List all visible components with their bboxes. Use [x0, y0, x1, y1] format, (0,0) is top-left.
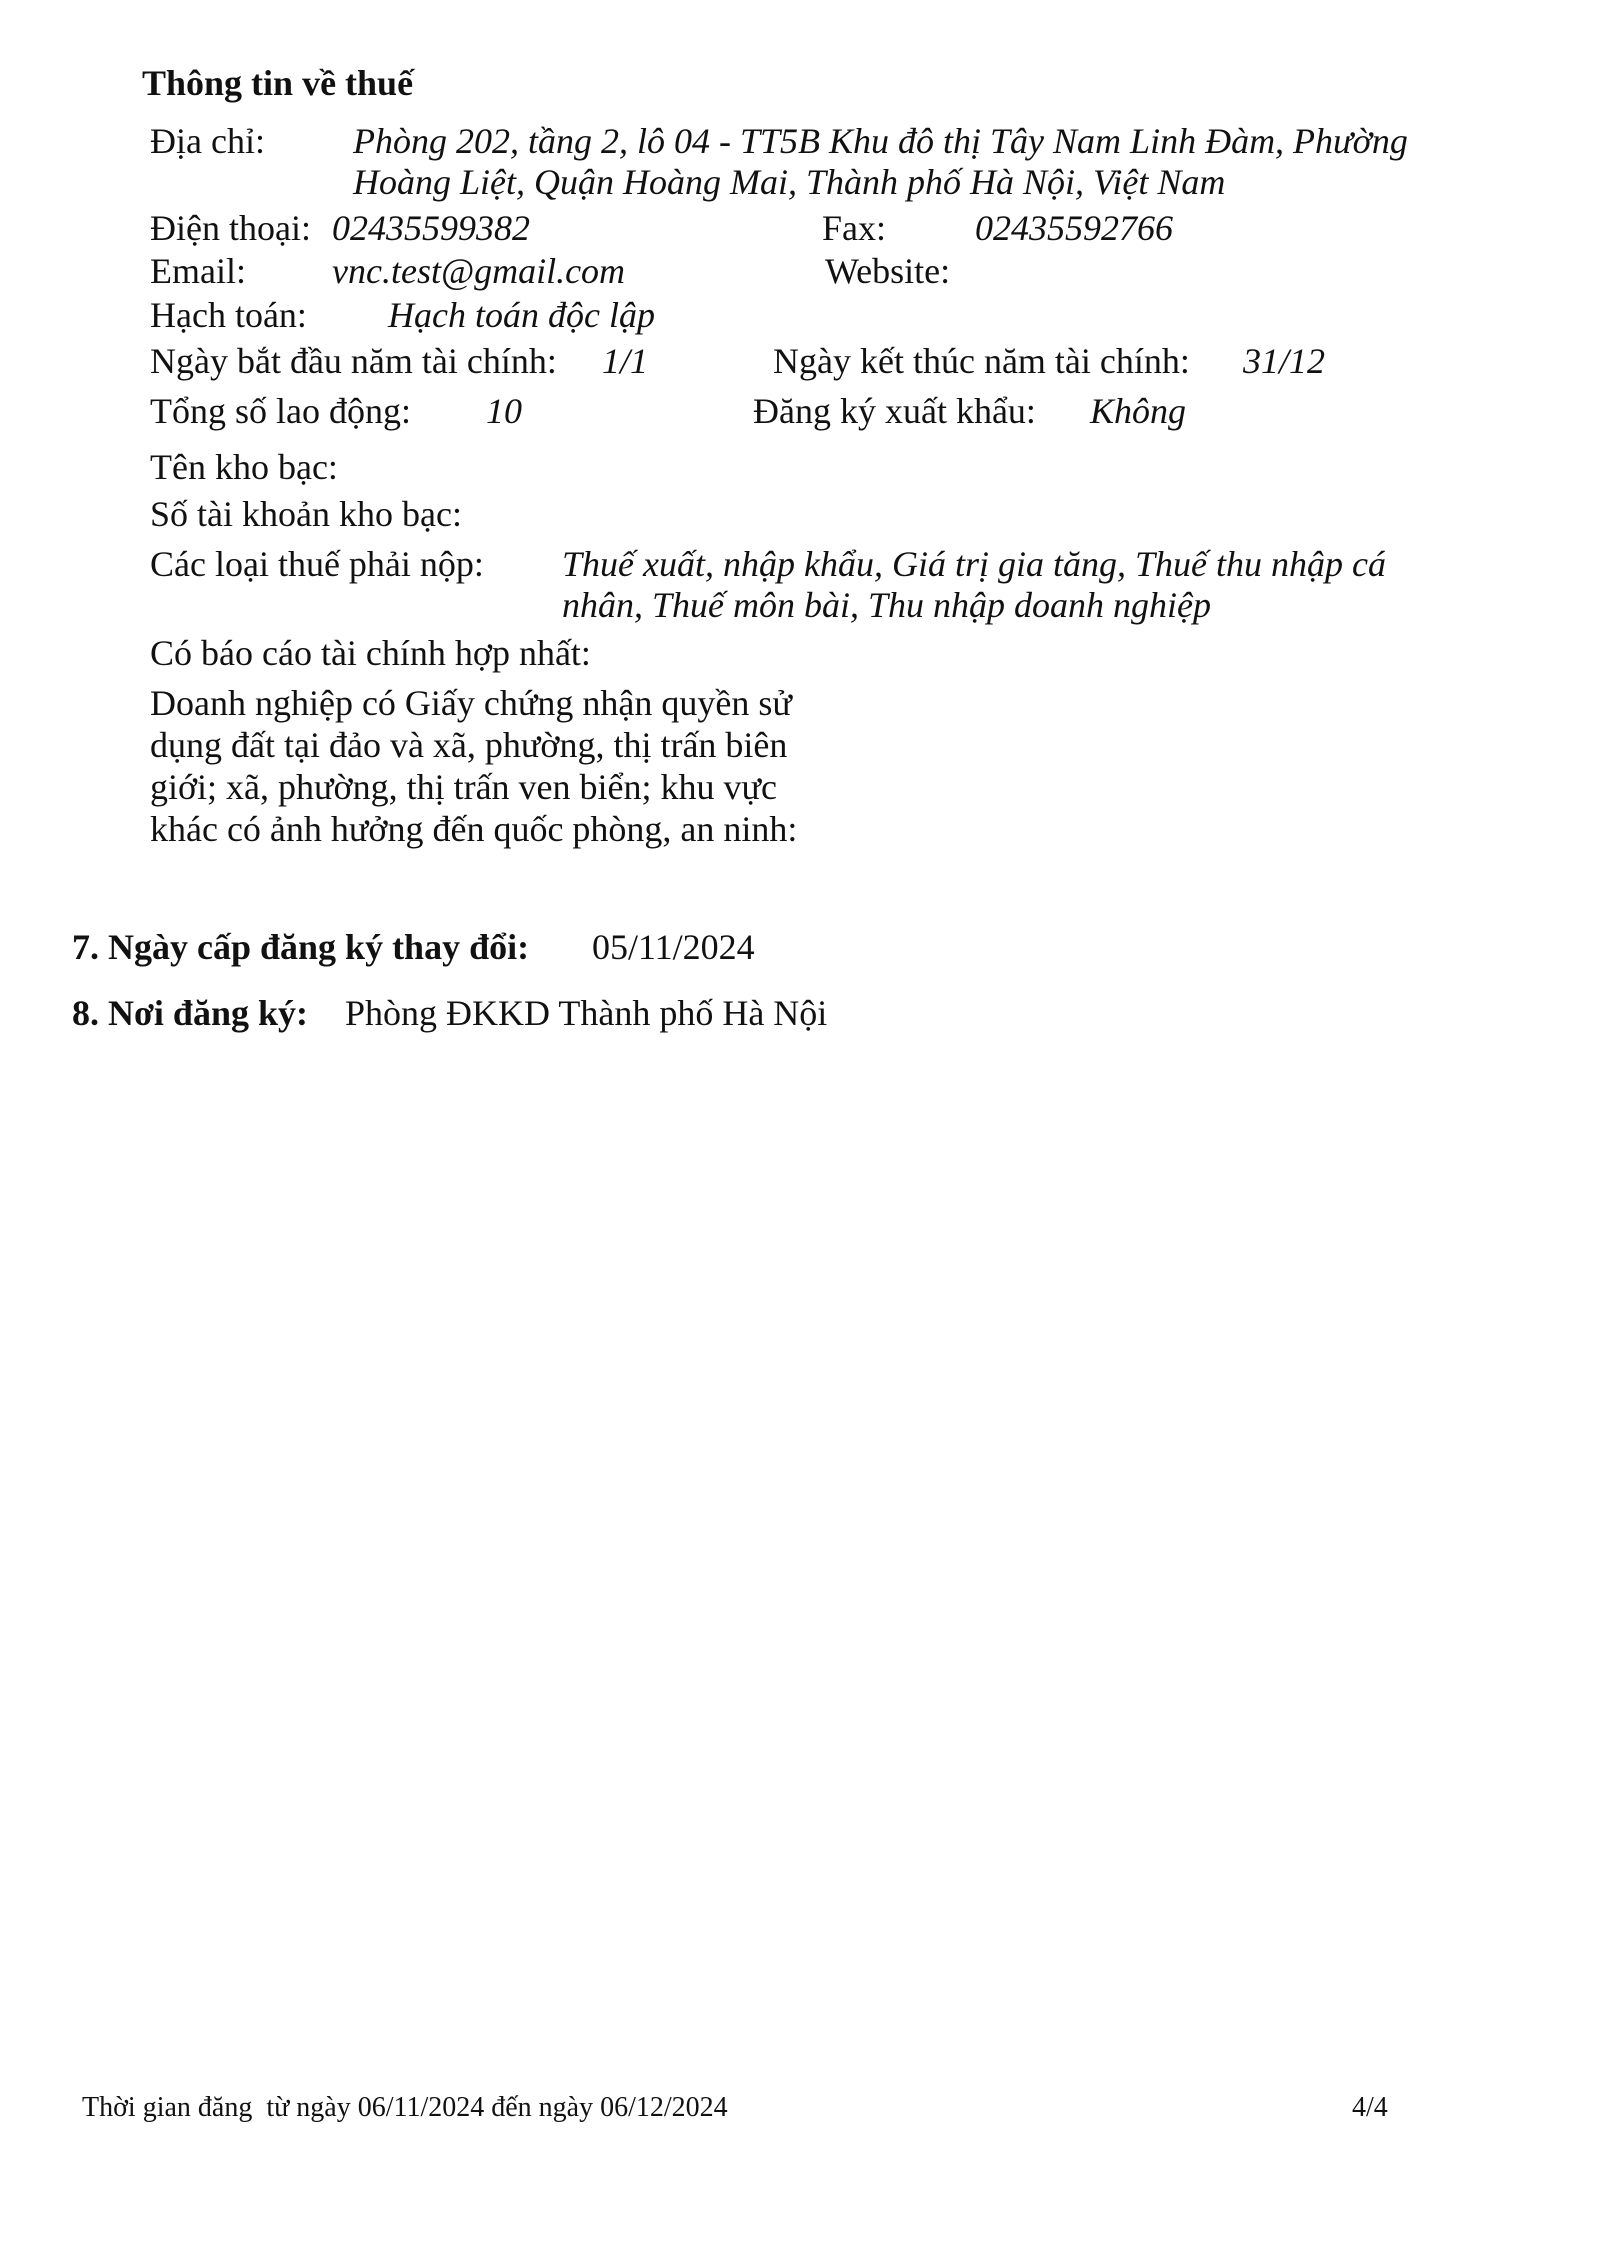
phone-value: 02435599382 — [332, 208, 530, 248]
tax-info-heading: Thông tin về thuế — [142, 63, 414, 103]
tax-types-line-2: nhân, Thuế môn bài, Thu nhập doanh nghiệp — [562, 585, 1212, 625]
land-certificate-line-1: Doanh nghiệp có Giấy chứng nhận quyền sử — [150, 683, 792, 723]
section-7-value: 05/11/2024 — [592, 927, 755, 967]
footer-page-number: 4/4 — [1352, 2092, 1388, 2123]
email-label: Email: — [150, 251, 246, 291]
fax-label: Fax: — [822, 208, 887, 248]
email-value: vnc.test@gmail.com — [332, 251, 626, 291]
consolidated-report-label: Có báo cáo tài chính hợp nhất: — [150, 633, 591, 673]
address-line-1: Phòng 202, tầng 2, lô 04 - TT5B Khu đô thị Tây Nam Linh Đàm, Phường — [353, 121, 1408, 161]
accounting-label: Hạch toán: — [150, 295, 307, 335]
employees-label: Tổng số lao động: — [150, 391, 411, 431]
fiscal-year-start-value: 1/1 — [602, 341, 649, 381]
treasury-label: Tên kho bạc: — [150, 447, 338, 487]
section-8-value: Phòng ĐKKD Thành phố Hà Nội — [345, 993, 828, 1033]
fiscal-year-start-label: Ngày bắt đầu năm tài chính: — [150, 341, 557, 381]
accounting-value: Hạch toán độc lập — [388, 295, 655, 335]
export-label: Đăng ký xuất khẩu: — [753, 391, 1036, 431]
tax-types-label: Các loại thuế phải nộp: — [150, 544, 484, 584]
phone-label: Điện thoại: — [150, 208, 311, 248]
employees-value: 10 — [486, 391, 522, 431]
footer-posting-period: Thời gian đăng từ ngày 06/11/2024 đến ngày 06/12/2024 — [82, 2092, 728, 2123]
section-7-label: 7. Ngày cấp đăng ký thay đổi: — [72, 927, 530, 967]
fiscal-year-end-label: Ngày kết thúc năm tài chính: — [773, 341, 1190, 381]
treasury-account-label: Số tài khoản kho bạc: — [150, 494, 462, 534]
tax-types-line-1: Thuế xuất, nhập khẩu, Giá trị gia tăng, Thuế thu nhập cá — [562, 544, 1386, 584]
land-certificate-line-3: giới; xã, phường, thị trấn ven biển; khu vực — [150, 767, 777, 807]
address-line-2: Hoàng Liệt, Quận Hoàng Mai, Thành phố Hà Nội, Việt Nam — [353, 162, 1226, 202]
export-value: Không — [1090, 391, 1187, 431]
land-certificate-line-4: khác có ảnh hưởng đến quốc phòng, an ninh: — [150, 809, 798, 849]
land-certificate-line-2: dụng đất tại đảo và xã, phường, thị trấn biên — [150, 725, 788, 765]
fax-value: 02435592766 — [975, 208, 1173, 248]
website-label: Website: — [825, 251, 951, 291]
fiscal-year-end-value: 31/12 — [1243, 341, 1326, 381]
address-label: Địa chỉ: — [150, 121, 265, 161]
section-8-label: 8. Nơi đăng ký: — [72, 993, 308, 1033]
